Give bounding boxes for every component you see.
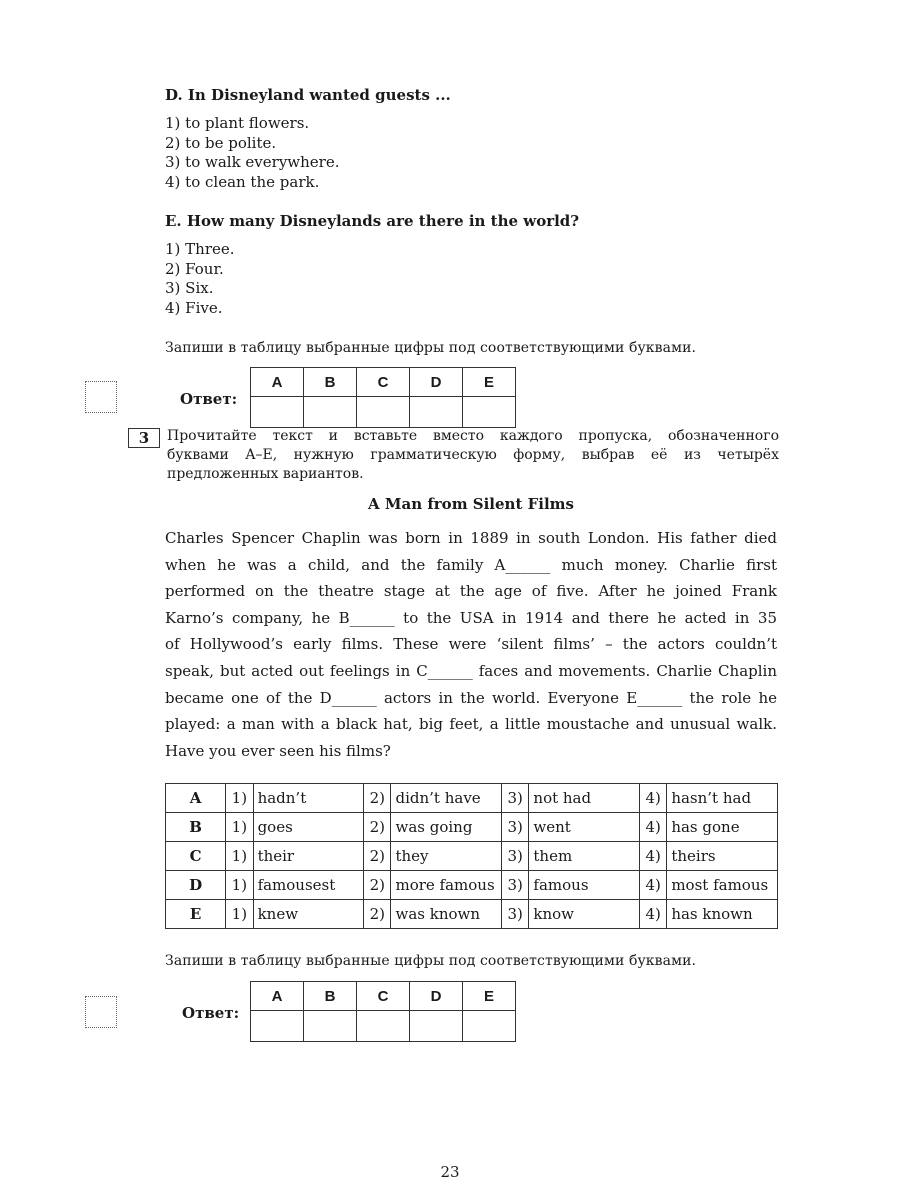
option-text: goes: [253, 813, 364, 842]
option-text: didn’t have: [391, 784, 502, 813]
option-e-3: 3) Six.: [165, 279, 214, 297]
table-row: [166, 842, 778, 871]
option-text: most famous: [667, 871, 778, 900]
option-number: 2): [364, 900, 391, 929]
answer-2-cell-a[interactable]: [251, 1011, 304, 1042]
option-number: 3): [502, 871, 529, 900]
option-text: knew: [253, 900, 364, 929]
option-number: 2): [364, 842, 391, 871]
answer-1-cell-e[interactable]: [463, 397, 516, 428]
table-row: [166, 900, 778, 929]
option-number: 4): [639, 784, 666, 813]
answer-2-header-a: A: [251, 982, 304, 1011]
options-table: [165, 783, 778, 929]
option-e-1: 1) Three.: [165, 240, 235, 258]
answer-2-header-c: C: [357, 982, 410, 1011]
option-d-1: 1) to plant flowers.: [165, 114, 310, 132]
passage-line: of Hollywood’s early films. These were ‘silent films’ – the actors couldn’t: [165, 635, 777, 654]
option-number: 3): [502, 784, 529, 813]
passage-line: performed on the theatre stage at the age of five. After he joined Frank: [165, 582, 777, 601]
question-e-options: [165, 240, 235, 318]
passage-title: A Man from Silent Films: [368, 495, 574, 513]
table-row: [166, 784, 778, 813]
answer-label-1: Ответ:: [180, 390, 238, 408]
table-row: [166, 813, 778, 842]
question-e-title: E. How many Disneylands are there in the world?: [165, 212, 580, 230]
question-d-options: [165, 114, 340, 192]
answer-2-header-b: B: [304, 982, 357, 1011]
passage-line: Have you ever seen his films?: [165, 741, 391, 760]
task-instruction-line-2: буквами A–E, нужную грамматическую форму, выбрав её из четырёх: [167, 447, 779, 463]
option-d-3: 3) to walk everywhere.: [165, 153, 340, 171]
answer-1-header-c: C: [357, 368, 410, 397]
score-box-2: [85, 996, 117, 1028]
answer-1-cell-c[interactable]: [357, 397, 410, 428]
option-d-4: 4) to clean the park.: [165, 172, 320, 191]
option-number: 1): [226, 900, 253, 929]
option-text: them: [529, 842, 640, 871]
option-text: they: [391, 842, 502, 871]
answer-2-header-d: D: [410, 982, 463, 1011]
option-text: went: [529, 813, 640, 842]
option-number: 4): [639, 871, 666, 900]
option-number: 4): [639, 813, 666, 842]
row-letter: C: [166, 842, 226, 871]
row-letter: E: [166, 900, 226, 929]
option-d-2: 2) to be polite.: [165, 133, 277, 152]
option-text: more famous: [391, 871, 502, 900]
option-number: 4): [639, 900, 666, 929]
option-number: 2): [364, 784, 391, 813]
answer-1-cell-b[interactable]: [304, 397, 357, 428]
answer-2-cell-d[interactable]: [410, 1011, 463, 1042]
option-number: 3): [502, 900, 529, 929]
option-text: their: [253, 842, 364, 871]
option-text: was going: [391, 813, 502, 842]
table-row: [166, 871, 778, 900]
passage-line: played: a man with a black hat, big feet, a little moustache and unusual walk.: [165, 715, 777, 734]
option-text: famousest: [253, 871, 364, 900]
row-letter: B: [166, 813, 226, 842]
option-e-2: 2) Four.: [165, 259, 224, 278]
task-instruction: [167, 427, 779, 484]
option-number: 1): [226, 871, 253, 900]
option-e-4: 4) Five.: [165, 298, 223, 317]
passage-line: when he was a child, and the family A______ much money. Charlie first: [165, 555, 777, 574]
passage-line: Charles Spencer Chaplin was born in 1889 in south London. His father died: [165, 529, 777, 547]
row-letter: A: [166, 784, 226, 813]
answer-1-cell-d[interactable]: [410, 397, 463, 428]
passage-line: became one of the D______ actors in the world. Everyone E______ the role he: [165, 688, 777, 707]
answer-2-header-e: E: [463, 982, 516, 1011]
option-number: 1): [226, 813, 253, 842]
answer-2-cell-b[interactable]: [304, 1011, 357, 1042]
option-text: theirs: [667, 842, 778, 871]
option-number: 1): [226, 842, 253, 871]
question-d-title: D. In Disneyland wanted guests ...: [165, 86, 451, 104]
answer-table-1: [250, 367, 516, 428]
answer-table-2: [250, 981, 516, 1042]
passage-line: Karno’s company, he B______ to the USA in 1914 and there he acted in 35: [165, 608, 777, 627]
option-number: 2): [364, 871, 391, 900]
answer-2-cell-e[interactable]: [463, 1011, 516, 1042]
option-number: 4): [639, 842, 666, 871]
passage: [165, 525, 777, 764]
option-text: has gone: [667, 813, 778, 842]
option-text: not had: [529, 784, 640, 813]
task-instruction-line-1: Прочитайте текст и вставьте вместо каждого пропуска, обозначенного: [167, 428, 779, 444]
answer-1-header-e: E: [463, 368, 516, 397]
option-text: know: [529, 900, 640, 929]
answer-1-header-a: A: [251, 368, 304, 397]
answer-label-2: Ответ:: [182, 1004, 240, 1022]
option-number: 3): [502, 813, 529, 842]
page-number: 23: [440, 1163, 460, 1181]
row-letter: D: [166, 871, 226, 900]
option-number: 2): [364, 813, 391, 842]
answer-1-header-b: B: [304, 368, 357, 397]
task-number: 3: [128, 428, 160, 448]
option-text: hasn’t had: [667, 784, 778, 813]
option-number: 3): [502, 842, 529, 871]
score-box-1: [85, 381, 117, 413]
answer-1-cell-a[interactable]: [251, 397, 304, 428]
passage-line: speak, but acted out feelings in C______ faces and movements. Charlie Chaplin: [165, 661, 777, 680]
option-text: hadn’t: [253, 784, 364, 813]
instruction-1: Запиши в таблицу выбранные цифры под соответствующими буквами.: [165, 340, 697, 356]
option-text: famous: [529, 871, 640, 900]
instruction-2: Запиши в таблицу выбранные цифры под соответствующими буквами.: [165, 953, 697, 969]
answer-1-header-d: D: [410, 368, 463, 397]
task-instruction-line-3: предложенных вариантов.: [167, 466, 364, 482]
option-text: was known: [391, 900, 502, 929]
option-number: 1): [226, 784, 253, 813]
option-text: has known: [667, 900, 778, 929]
answer-2-cell-c[interactable]: [357, 1011, 410, 1042]
